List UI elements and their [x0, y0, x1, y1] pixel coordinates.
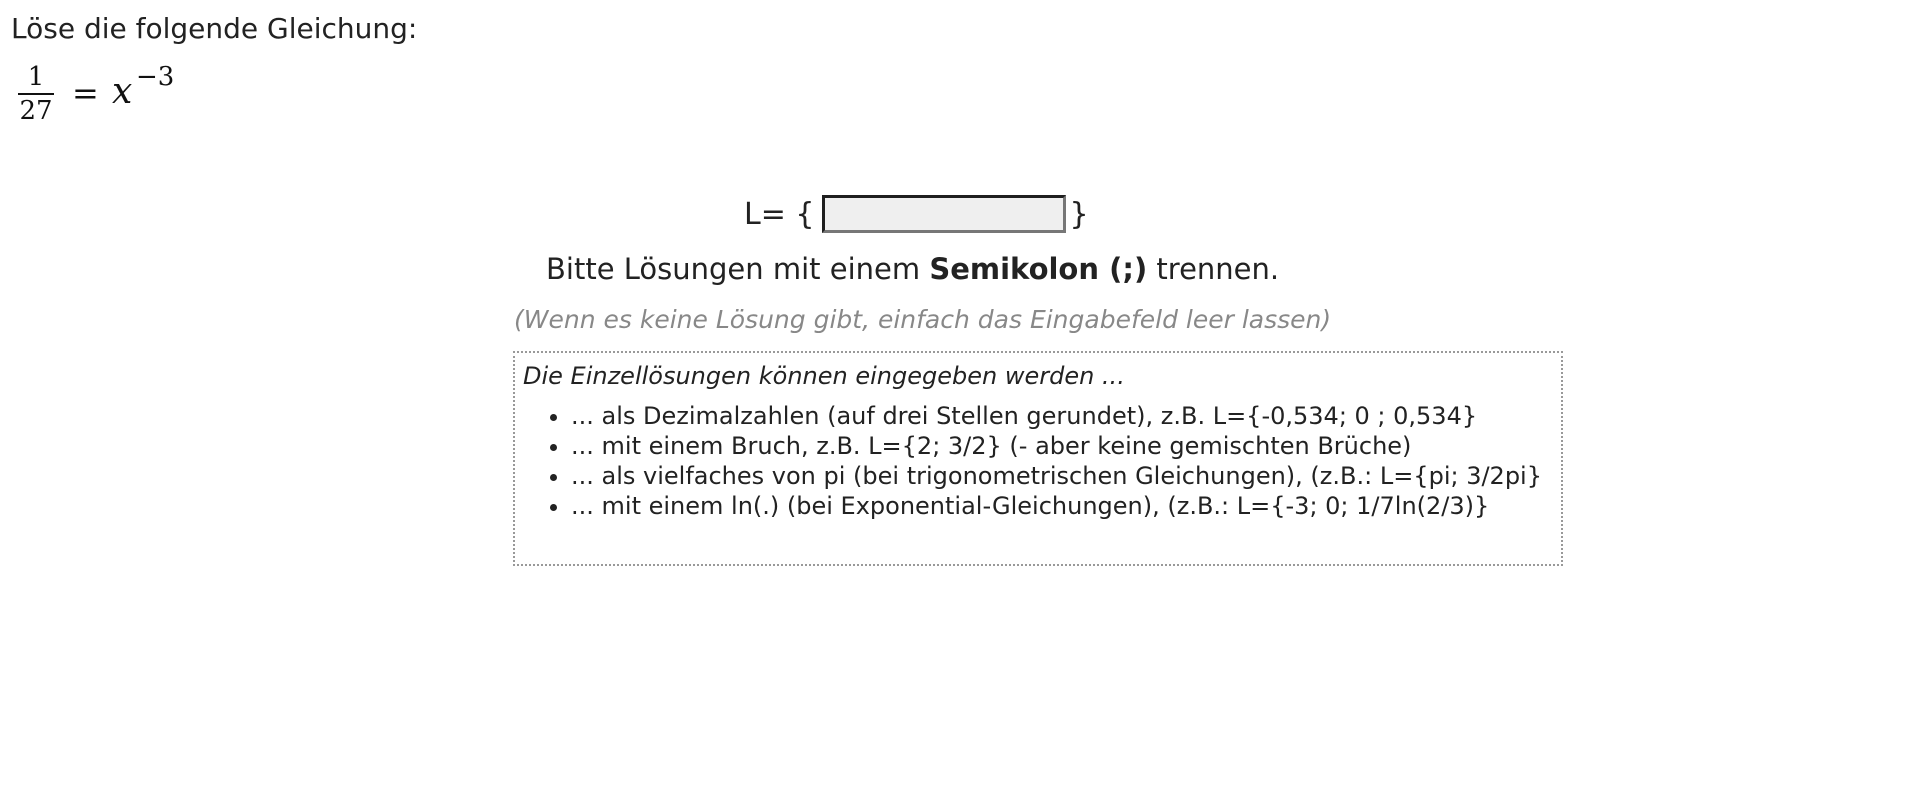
input-format-info-box: [513, 351, 1563, 566]
empty-solution-hint: (Wenn es keine Lösung gibt, einfach das Eingabefeld leer lassen): [514, 305, 1332, 334]
task-heading: Löse die folgende Gleichung:: [11, 12, 418, 45]
separator-hint: [546, 250, 1279, 288]
info-title: Die Einzellösungen können eingegeben werden ...: [523, 362, 1125, 390]
equation-exponent: −3: [136, 62, 175, 92]
separator-hint-bold: Semikolon (;): [929, 252, 1148, 286]
fraction-bar: [18, 93, 54, 95]
info-list-item: • ... mit einem ln(.) (bei Exponential-Gleichungen), (z.B.: L={-3; 0; 1/7ln(2/3)}: [571, 491, 1553, 521]
fraction-numerator: 1: [27, 62, 45, 92]
equals-sign: =: [72, 74, 99, 112]
fraction-denominator: 27: [19, 96, 53, 126]
answer-row: [744, 192, 1089, 236]
info-list-item: • ... als Dezimalzahlen (auf drei Stellen gerundet), z.B. L={-0,534; 0 ; 0,534}: [571, 401, 1553, 431]
info-list-item: • ... mit einem Bruch, z.B. L={2; 3/2} (- aber keine gemischten Brüche): [571, 431, 1553, 461]
solution-input[interactable]: [822, 195, 1066, 233]
separator-hint-before: Bitte Lösungen mit einem: [546, 252, 930, 286]
info-list: [523, 401, 1553, 521]
solution-set-suffix: }: [1069, 196, 1089, 232]
equation-variable: x: [112, 71, 133, 112]
info-list-item: • ... als vielfaches von pi (bei trigonometrischen Gleichungen), (z.B.: L={pi; 3/2pi}: [571, 461, 1553, 491]
separator-hint-after: trennen.: [1147, 252, 1280, 286]
equation-fraction: [18, 62, 54, 126]
solution-set-prefix: L= {: [744, 196, 815, 232]
